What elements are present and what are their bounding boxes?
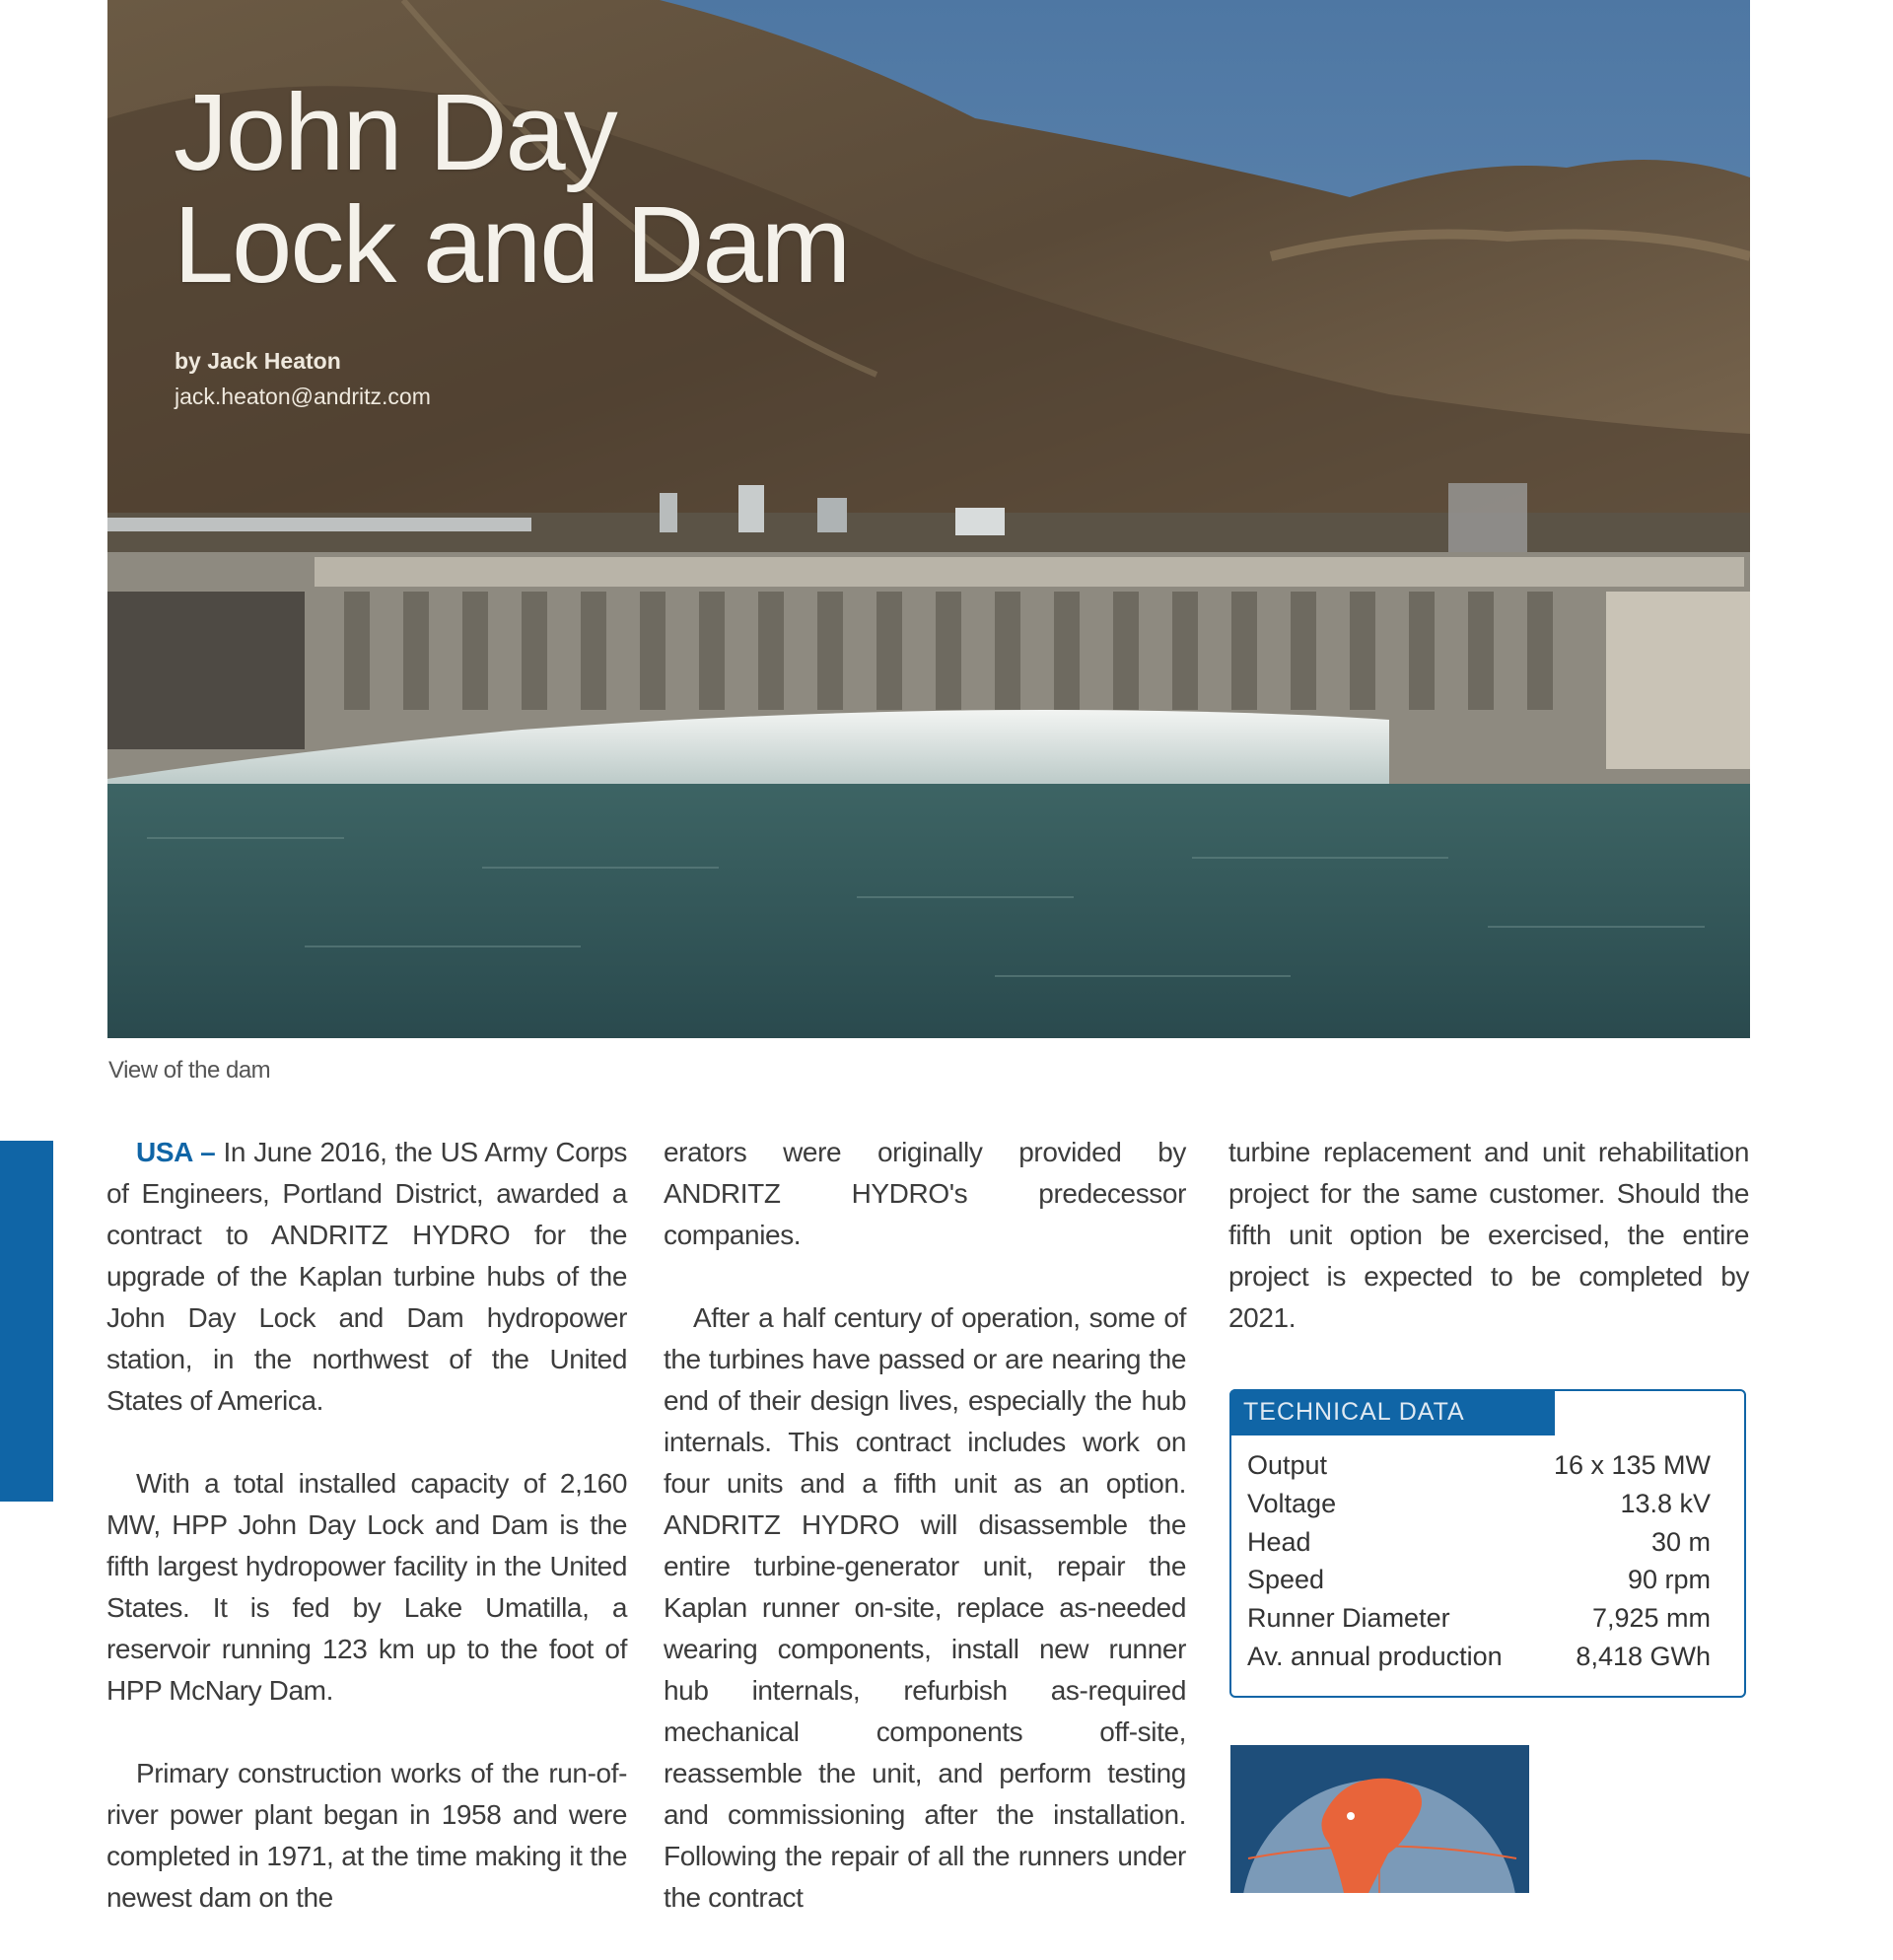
tech-row-annual-production	[1247, 1638, 1711, 1676]
tech-label: Speed	[1247, 1565, 1325, 1595]
body-column-3	[1228, 1132, 1749, 1380]
tech-label: Voltage	[1247, 1488, 1337, 1518]
paragraph-1-text: In June 2016, the US Army Corps of Engineers, Portland District, awarded a contract to ANDRITZ HYDRO for the upgrade of the Kaplan turbine hubs of the John Day Lock and Dam hydropower station, in the northwest of the United States of America.	[106, 1137, 628, 1416]
location-map	[1230, 1745, 1529, 1893]
tech-label: Runner Diameter	[1247, 1603, 1450, 1634]
paragraph-6: turbine replacement and unit rehabilitation project for the same customer. Should the fifth unit option be exercised, the entire project is expected to be completed by 2021.	[1228, 1137, 1749, 1333]
tech-value: 30 m	[1650, 1526, 1711, 1557]
photo-caption: View of the dam	[108, 1057, 271, 1084]
tech-value: 16 x 135 MW	[1553, 1450, 1711, 1480]
title-line-1: John Day	[174, 72, 616, 193]
technical-data-table	[1247, 1446, 1711, 1676]
body-column-1	[106, 1132, 627, 1960]
paragraph-4: erators were originally provided by ANDRITZ HYDRO's predecessor companies.	[664, 1137, 1186, 1250]
tech-label: Head	[1247, 1526, 1311, 1557]
author-email[interactable]: jack.heaton@andritz.com	[175, 384, 431, 409]
paragraph-2: With a total installed capacity of 2,160 MW, HPP John Day Lock and Dam is the fifth largest hydropower facility in the United States. It is fed by Lake Umatilla, a reservoir running 123 km up to the foot of HPP McNary Dam.	[106, 1468, 627, 1706]
technical-data-header: TECHNICAL DATA	[1229, 1389, 1555, 1435]
country-label: USA –	[136, 1137, 216, 1167]
tech-value: 13.8 kV	[1620, 1488, 1711, 1518]
paragraph-intro	[106, 1132, 627, 1422]
side-accent-bar	[0, 1141, 53, 1502]
paragraph-3: Primary construction works of the run-of-river power plant began in 1958 and were completed in 1971, at the time making it the newest dam on the	[106, 1758, 627, 1913]
tech-label: Output	[1247, 1450, 1328, 1480]
tech-row-speed	[1247, 1561, 1711, 1599]
technical-data-box	[1229, 1389, 1746, 1698]
body-column-2	[664, 1132, 1186, 1960]
globe-icon	[1230, 1745, 1529, 1893]
tech-row-output	[1247, 1446, 1711, 1485]
tech-value: 8,418 GWh	[1576, 1641, 1711, 1671]
tech-row-head	[1247, 1523, 1711, 1562]
tech-label: Av. annual production	[1247, 1641, 1503, 1671]
tech-row-runner-diameter	[1247, 1599, 1711, 1638]
hero-photo	[107, 0, 1750, 1038]
tech-value: 7,925 mm	[1591, 1603, 1711, 1634]
article-title	[174, 72, 850, 306]
author-name: by Jack Heaton	[175, 348, 341, 374]
tech-value: 90 rpm	[1627, 1565, 1711, 1595]
tech-row-voltage	[1247, 1485, 1711, 1523]
title-line-2: Lock and Dam	[174, 184, 850, 306]
byline	[175, 343, 431, 414]
paragraph-5: After a half century of operation, some of the turbines have passed or are nearing the end of their design lives, especially the hub internals. This contract includes work on four units and a fifth unit as an option. ANDRITZ HYDRO will disassemble the entire turbine-generator unit, repair the Kaplan runner on-site, replace as-needed wearing components, install new runner hub internals, refurbish as-required mechanical components off-site, reassemble the unit, and perform testing and commissioning after the installation. Following the repair of all the runners under the contract	[664, 1302, 1186, 1913]
